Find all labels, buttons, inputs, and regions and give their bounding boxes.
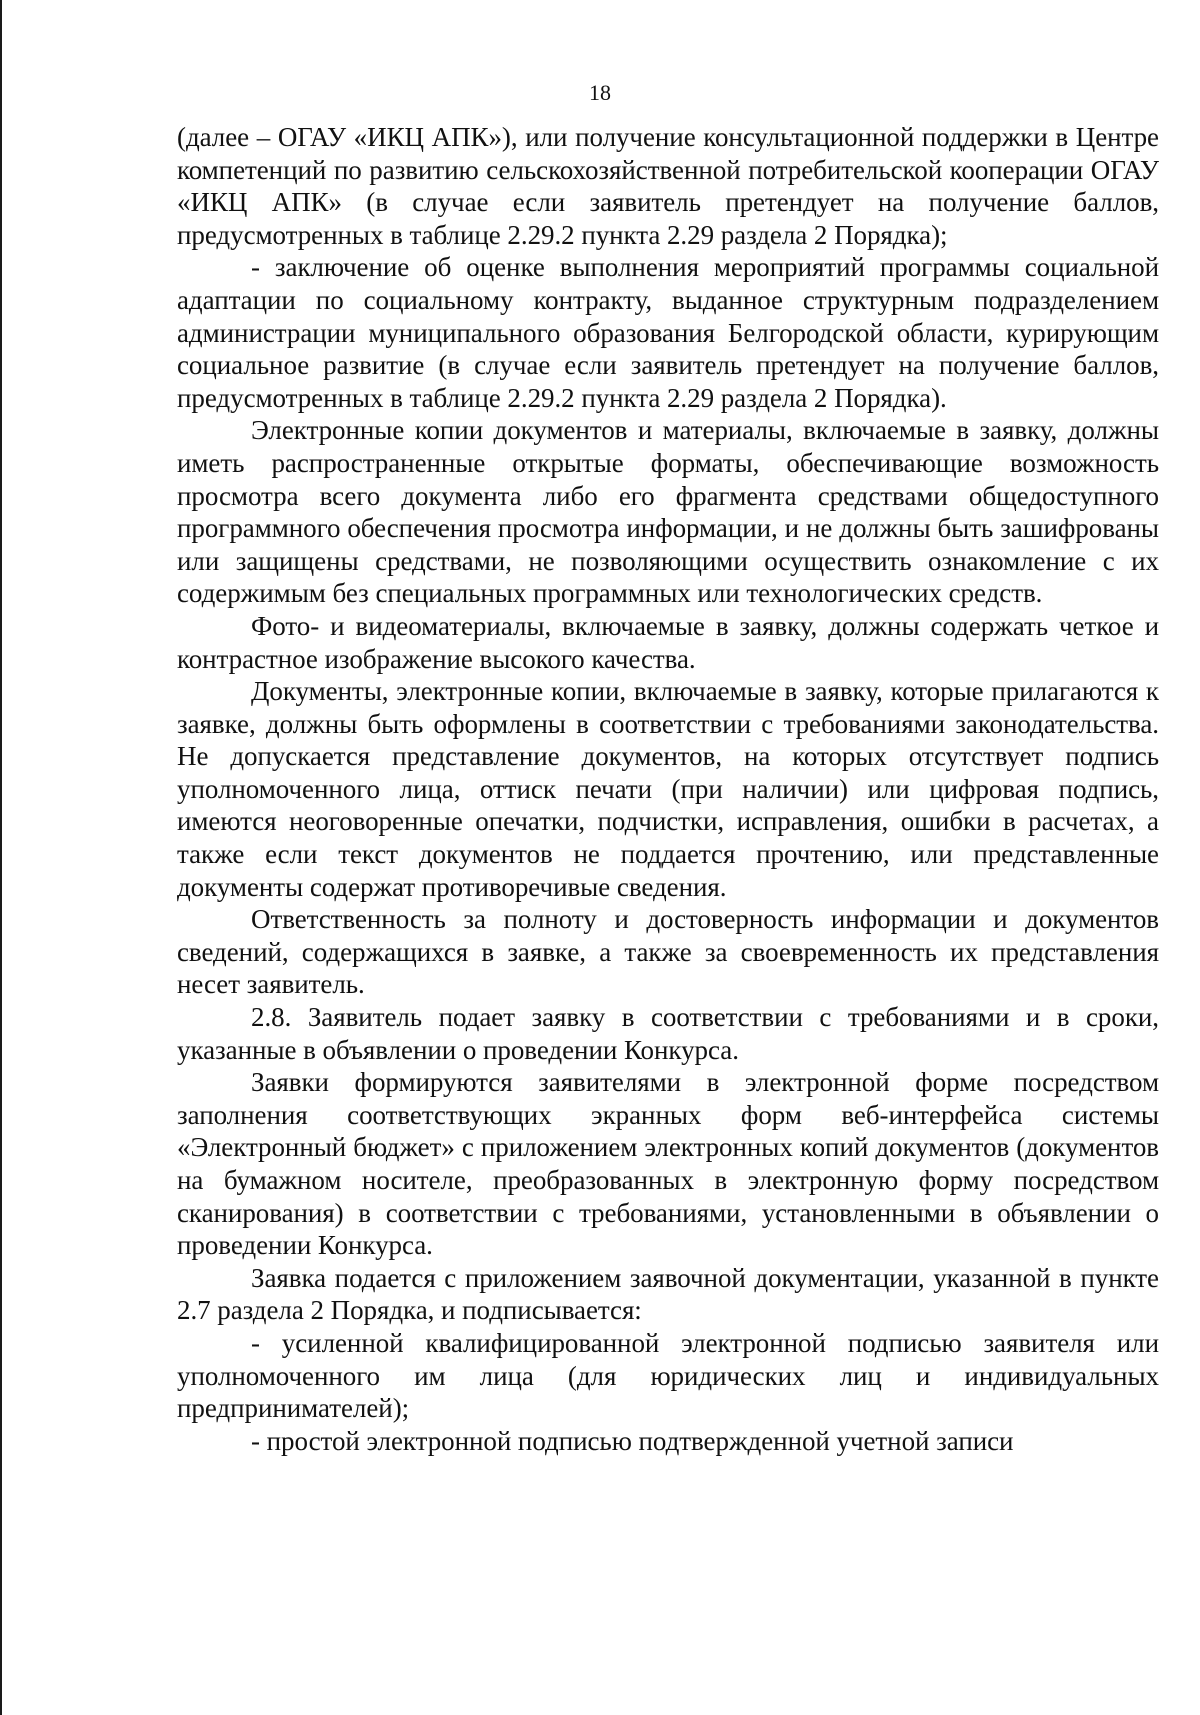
- paragraph-application-submitted: Заявка подается с приложением заявочной документации, указанной в пункте 2.7 раздела 2 Порядка, и подписывается:: [177, 1262, 1159, 1326]
- document-body: [177, 121, 1159, 1457]
- paragraph-responsibility: Ответственность за полноту и достоверность информации и документов сведений, содержащихся в заявке, а также за своевременность их представления несет заявитель.: [177, 904, 1159, 1000]
- paragraph-social-contract: - заключение об оценке выполнения мероприятий программы социальной адаптации по социальному контракту, выданное структурным подразделением администрации муниципального образования Белгородской области, курирующим социальное развитие (в случае если заявитель претендует на получение баллов, предусмотренных в таблице 2.29.2 пункта 2.29 раздела 2 Порядка).: [177, 252, 1159, 413]
- paragraph-applications-formed: Заявки формируются заявителями в электронной форме посредством заполнения соответствующих экранных форм веб-интерфейса системы «Электронный бюджет» с приложением электронных копий документов (документов на бумажном носителе, преобразованных в электронную форму посредством сканирования) в соответствии с требованиями, установленными в объявлении о проведении Конкурса.: [177, 1067, 1159, 1261]
- paragraph-simple-signature: - простой электронной подписью подтвержденной учетной записи: [251, 1425, 1014, 1456]
- paragraph-electronic-copies: Электронные копии документов и материалы, включаемые в заявку, должны иметь распространенные открытые форматы, обеспечивающие возможность просмотра всего документа либо его фрагмента средствами общедоступного программного обеспечения просмотра информации, и не должны быть зашифрованы или защищены средствами, не позволяющими осуществить ознакомление с их содержимым без специальных программных или технологических средств.: [177, 415, 1159, 609]
- page-edge: [0, 0, 2, 1715]
- paragraph-continuation: (далее – ОГАУ «ИКЦ АПК»), или получение консультационной поддержки в Центре компетенций по развитию сельскохозяйственной потребительской кооперации ОГАУ «ИКЦ АПК» (в случае если заявитель претендует на получение баллов, предусмотренных в таблице 2.29.2 пункта 2.29 раздела 2 Порядка);: [177, 122, 1159, 250]
- page-number: 18: [589, 80, 611, 105]
- paragraph-photo-video: Фото- и видеоматериалы, включаемые в заявку, должны содержать четкое и контрастное изображение высокого качества.: [177, 610, 1159, 674]
- paragraph-documents-requirements: Документы, электронные копии, включаемые в заявку, которые прилагаются к заявке, должны быть оформлены в соответствии с требованиями законодательства. Не допускается представление документов, на которых отсутствует подпись уполномоченного лица, оттиск печати (при наличии) или цифровая подпись, имеются неоговоренные опечатки, подчистки, исправления, ошибки в расчетах, а также если текст документов не поддается прочтению, или представленные документы содержат противоречивые сведения.: [177, 676, 1159, 902]
- paragraph-qualified-signature: - усиленной квалифицированной электронной подписью заявителя или уполномоченного им лица (для юридических лиц и индивидуальных предпринимателей);: [177, 1327, 1159, 1424]
- paragraph-section-2-8: 2.8. Заявитель подает заявку в соответствии с требованиями и в сроки, указанные в объявлении о проведении Конкурса.: [177, 1002, 1159, 1065]
